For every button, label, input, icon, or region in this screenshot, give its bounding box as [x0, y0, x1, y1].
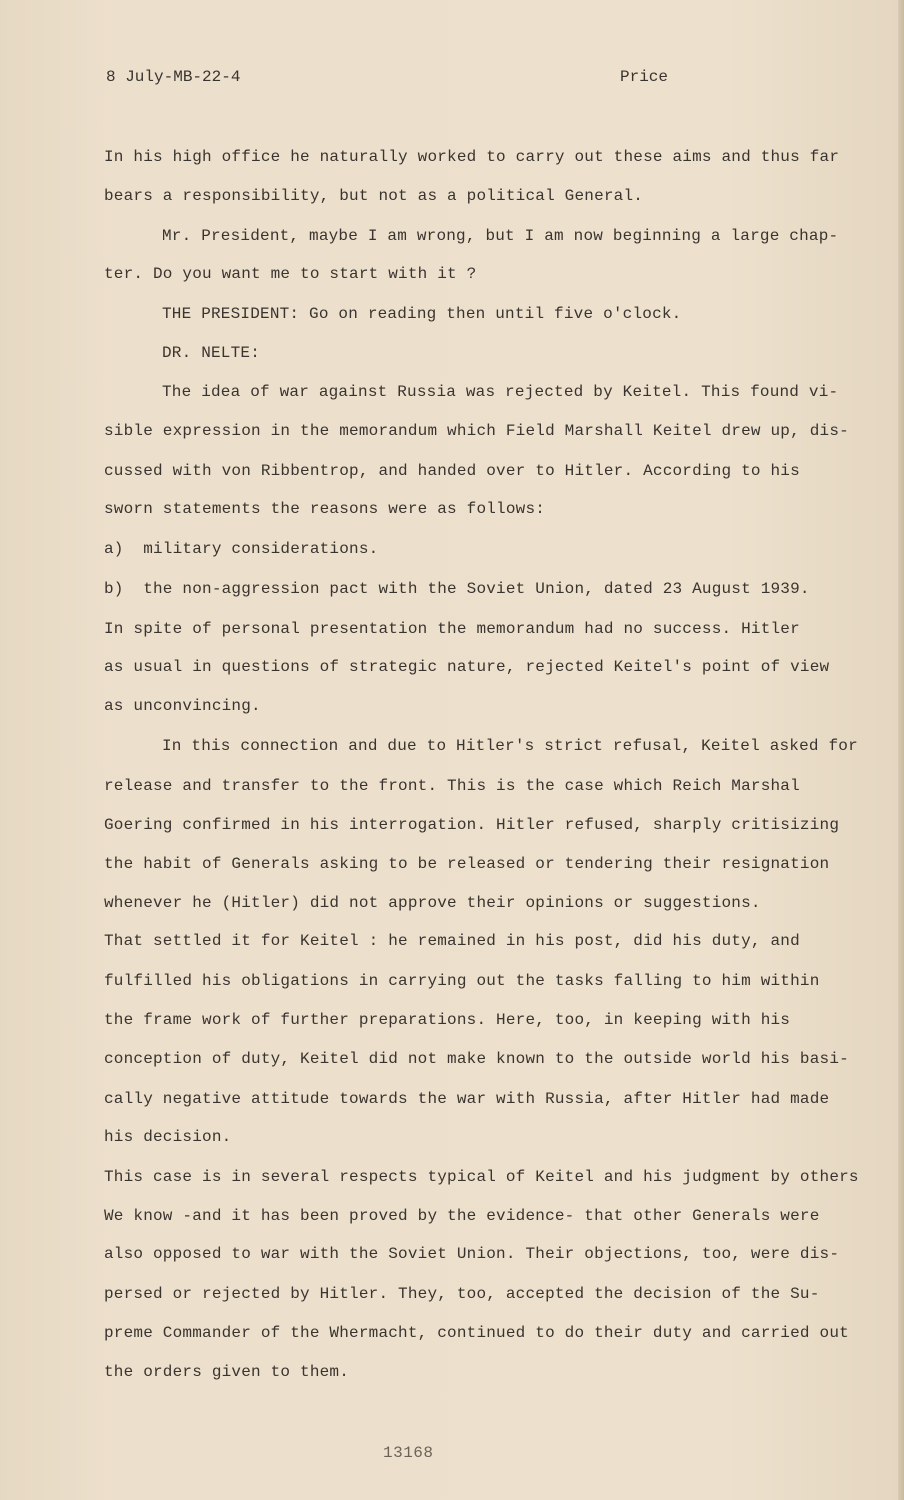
speaker-line: DR. NELTE: — [162, 344, 261, 362]
body-line: The idea of war against Russia was rejected by Keitel. This found vi- — [162, 383, 839, 401]
body-line: sworn statements the reasons were as follows: — [104, 500, 546, 518]
reporter-name: Price — [620, 68, 669, 86]
body-line: whenever he (Hitler) did not approve their opinions or suggestions. — [104, 894, 761, 912]
body-line: preme Commander of the Whermacht, continued to do their duty and carried out — [104, 1324, 849, 1342]
body-line: as unconvincing. — [104, 697, 261, 715]
body-line: release and transfer to the front. This is the case which Reich Marshal — [104, 777, 800, 795]
body-line: the habit of Generals asking to be released or tendering their resignation — [104, 855, 830, 873]
body-line: also opposed to war with the Soviet Union. Their objections, too, were dis- — [104, 1245, 840, 1263]
body-line: the orders given to them. — [104, 1363, 350, 1381]
body-line: persed or rejected by Hitler. They, too, accepted the decision of the Su- — [104, 1285, 820, 1303]
body-line: ter. Do you want me to start with it ? — [104, 265, 477, 283]
body-line: fulfilled his obligations in carrying out the tasks falling to him within — [104, 972, 820, 990]
body-line: That settled it for Keitel : he remained in his post, did his duty, and — [104, 932, 800, 950]
list-item: a) military considerations. — [104, 540, 379, 558]
page-edge — [898, 0, 904, 1500]
list-item: b) the non-aggression pact with the Soviet Union, dated 23 August 1939. — [104, 580, 810, 598]
body-line: Mr. President, maybe I am wrong, but I am now beginning a large chap- — [162, 227, 839, 245]
body-line: conception of duty, Keitel did not make known to the outside world his basi- — [104, 1050, 849, 1068]
body-line: This case is in several respects typical of Keitel and his judgment by others — [104, 1168, 859, 1186]
transcript-reference: 8 July-MB-22-4 — [106, 68, 241, 86]
body-line: In his high office he naturally worked to carry out these aims and thus far — [104, 148, 840, 166]
body-line: the frame work of further preparations. Here, too, in keeping with his — [104, 1011, 791, 1029]
body-line: cally negative attitude towards the war with Russia, after Hitler had made — [104, 1090, 830, 1108]
body-line: as usual in questions of strategic nature, rejected Keitel's point of view — [104, 658, 830, 676]
body-line: bears a responsibility, but not as a political General. — [104, 187, 644, 205]
body-line: cussed with von Ribbentrop, and handed over to Hitler. According to his — [104, 462, 800, 480]
body-line: In this connection and due to Hitler's strict refusal, Keitel asked for — [162, 737, 858, 755]
body-line: In spite of personal presentation the memorandum had no success. Hitler — [104, 620, 800, 638]
body-line: Goering confirmed in his interrogation. Hitler refused, sharply critisizing — [104, 816, 840, 834]
body-line: sible expression in the memorandum which Field Marshall Keitel drew up, dis- — [104, 422, 849, 440]
speaker-line: THE PRESIDENT: Go on reading then until five o'clock. — [162, 305, 682, 323]
page-number: 13168 — [383, 1444, 434, 1462]
body-line: We know -and it has been proved by the evidence- that other Generals were — [104, 1207, 820, 1225]
body-line: his decision. — [104, 1128, 232, 1146]
